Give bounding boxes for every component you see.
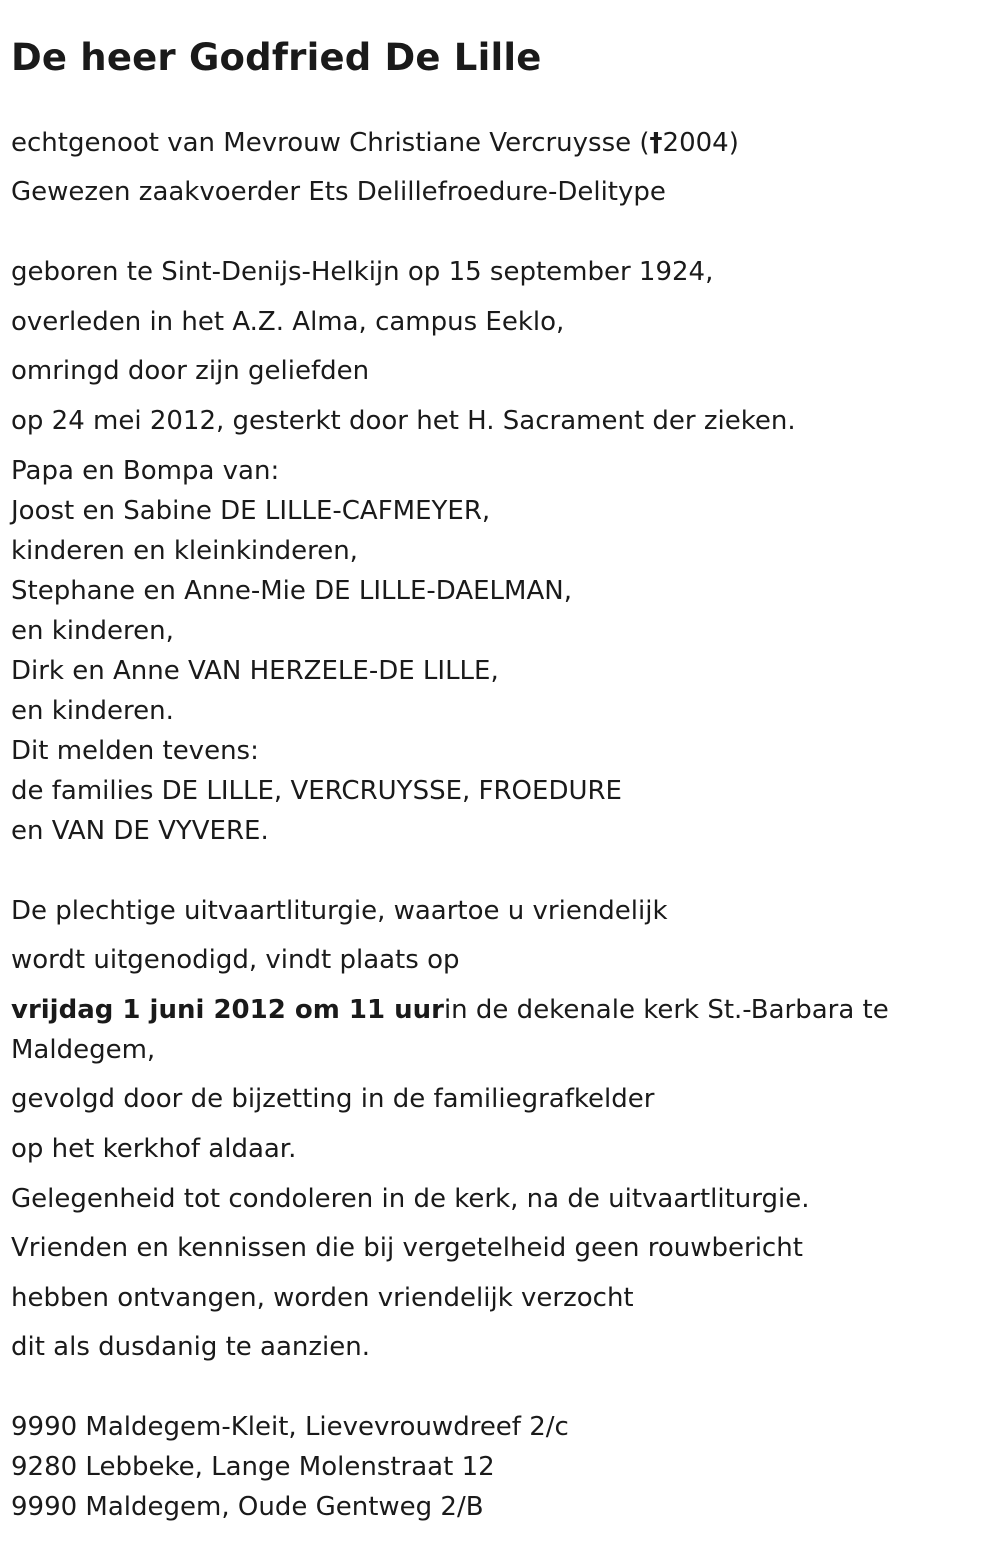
former-role: Gewezen zaakvoerder Ets Delillefroedure-Delitype [11,177,666,207]
spouse-prefix: echtgenoot van Mevrouw Christiane Vercruysse ( [11,128,650,158]
surrounded-line: omringd door zijn geliefden [11,356,370,386]
funeral-info-line: dit als dusdanig te aanzien. [11,1332,370,1362]
funeral-info-line: Gelegenheid tot condoleren in de kerk, na de uitvaartliturgie. [11,1184,810,1214]
family-line: en VAN DE VYVERE. [11,816,269,846]
funeral-info-line: Vrienden en kennissen die bij vergetelheid geen rouwbericht [11,1233,803,1263]
family-line: Stephane en Anne-Mie DE LILLE-DAELMAN, [11,576,572,606]
death-date-line: op 24 mei 2012, gesterkt door het H. Sacrament der zieken. [11,406,796,436]
obituary-title: De heer Godfried De Lille [11,36,542,79]
cross-icon: † [649,128,663,158]
family-line: Dit melden tevens: [11,736,259,766]
family-line: Papa en Bompa van: [11,456,280,486]
funeral-intro-line: De plechtige uitvaartliturgie, waartoe u vriendelijk [11,896,668,926]
death-place-line: overleden in het A.Z. Alma, campus Eeklo, [11,307,565,337]
funeral-info-line: op het kerkhof aldaar. [11,1134,297,1164]
funeral-info-line: gevolgd door de bijzetting in de familiegrafkelder [11,1084,655,1114]
spouse-line [11,126,739,160]
family-line: Joost en Sabine DE LILLE-CAFMEYER, [11,496,491,526]
funeral-intro-line: wordt uitgenodigd, vindt plaats op [11,945,460,975]
family-line: Dirk en Anne VAN HERZELE-DE LILLE, [11,656,499,686]
family-line: de families DE LILLE, VERCRUYSSE, FROEDURE [11,776,622,806]
address-line: 9990 Maldegem-Kleit, Lievevrouwdreef 2/c [11,1412,569,1442]
funeral-date: vrijdag 1 juni 2012 om 11 uur [11,995,444,1025]
birth-line: geboren te Sint-Denijs-Helkijn op 15 september 1924, [11,257,714,287]
spouse-suffix: ) [728,128,739,158]
address-line: 9280 Lebbeke, Lange Molenstraat 12 [11,1452,495,1482]
funeral-location: in de dekenale kerk St.-Barbara te [443,995,889,1025]
family-line: kinderen en kleinkinderen, [11,536,358,566]
funeral-info-line: hebben ontvangen, worden vriendelijk verzocht [11,1283,634,1313]
family-line: en kinderen, [11,616,174,646]
funeral-date-line [11,993,889,1027]
family-line: en kinderen. [11,696,174,726]
address-line: 9990 Maldegem, Oude Gentweg 2/B [11,1492,484,1522]
funeral-location-line2: Maldegem, [11,1035,156,1065]
spouse-death-year: 2004 [662,128,729,158]
